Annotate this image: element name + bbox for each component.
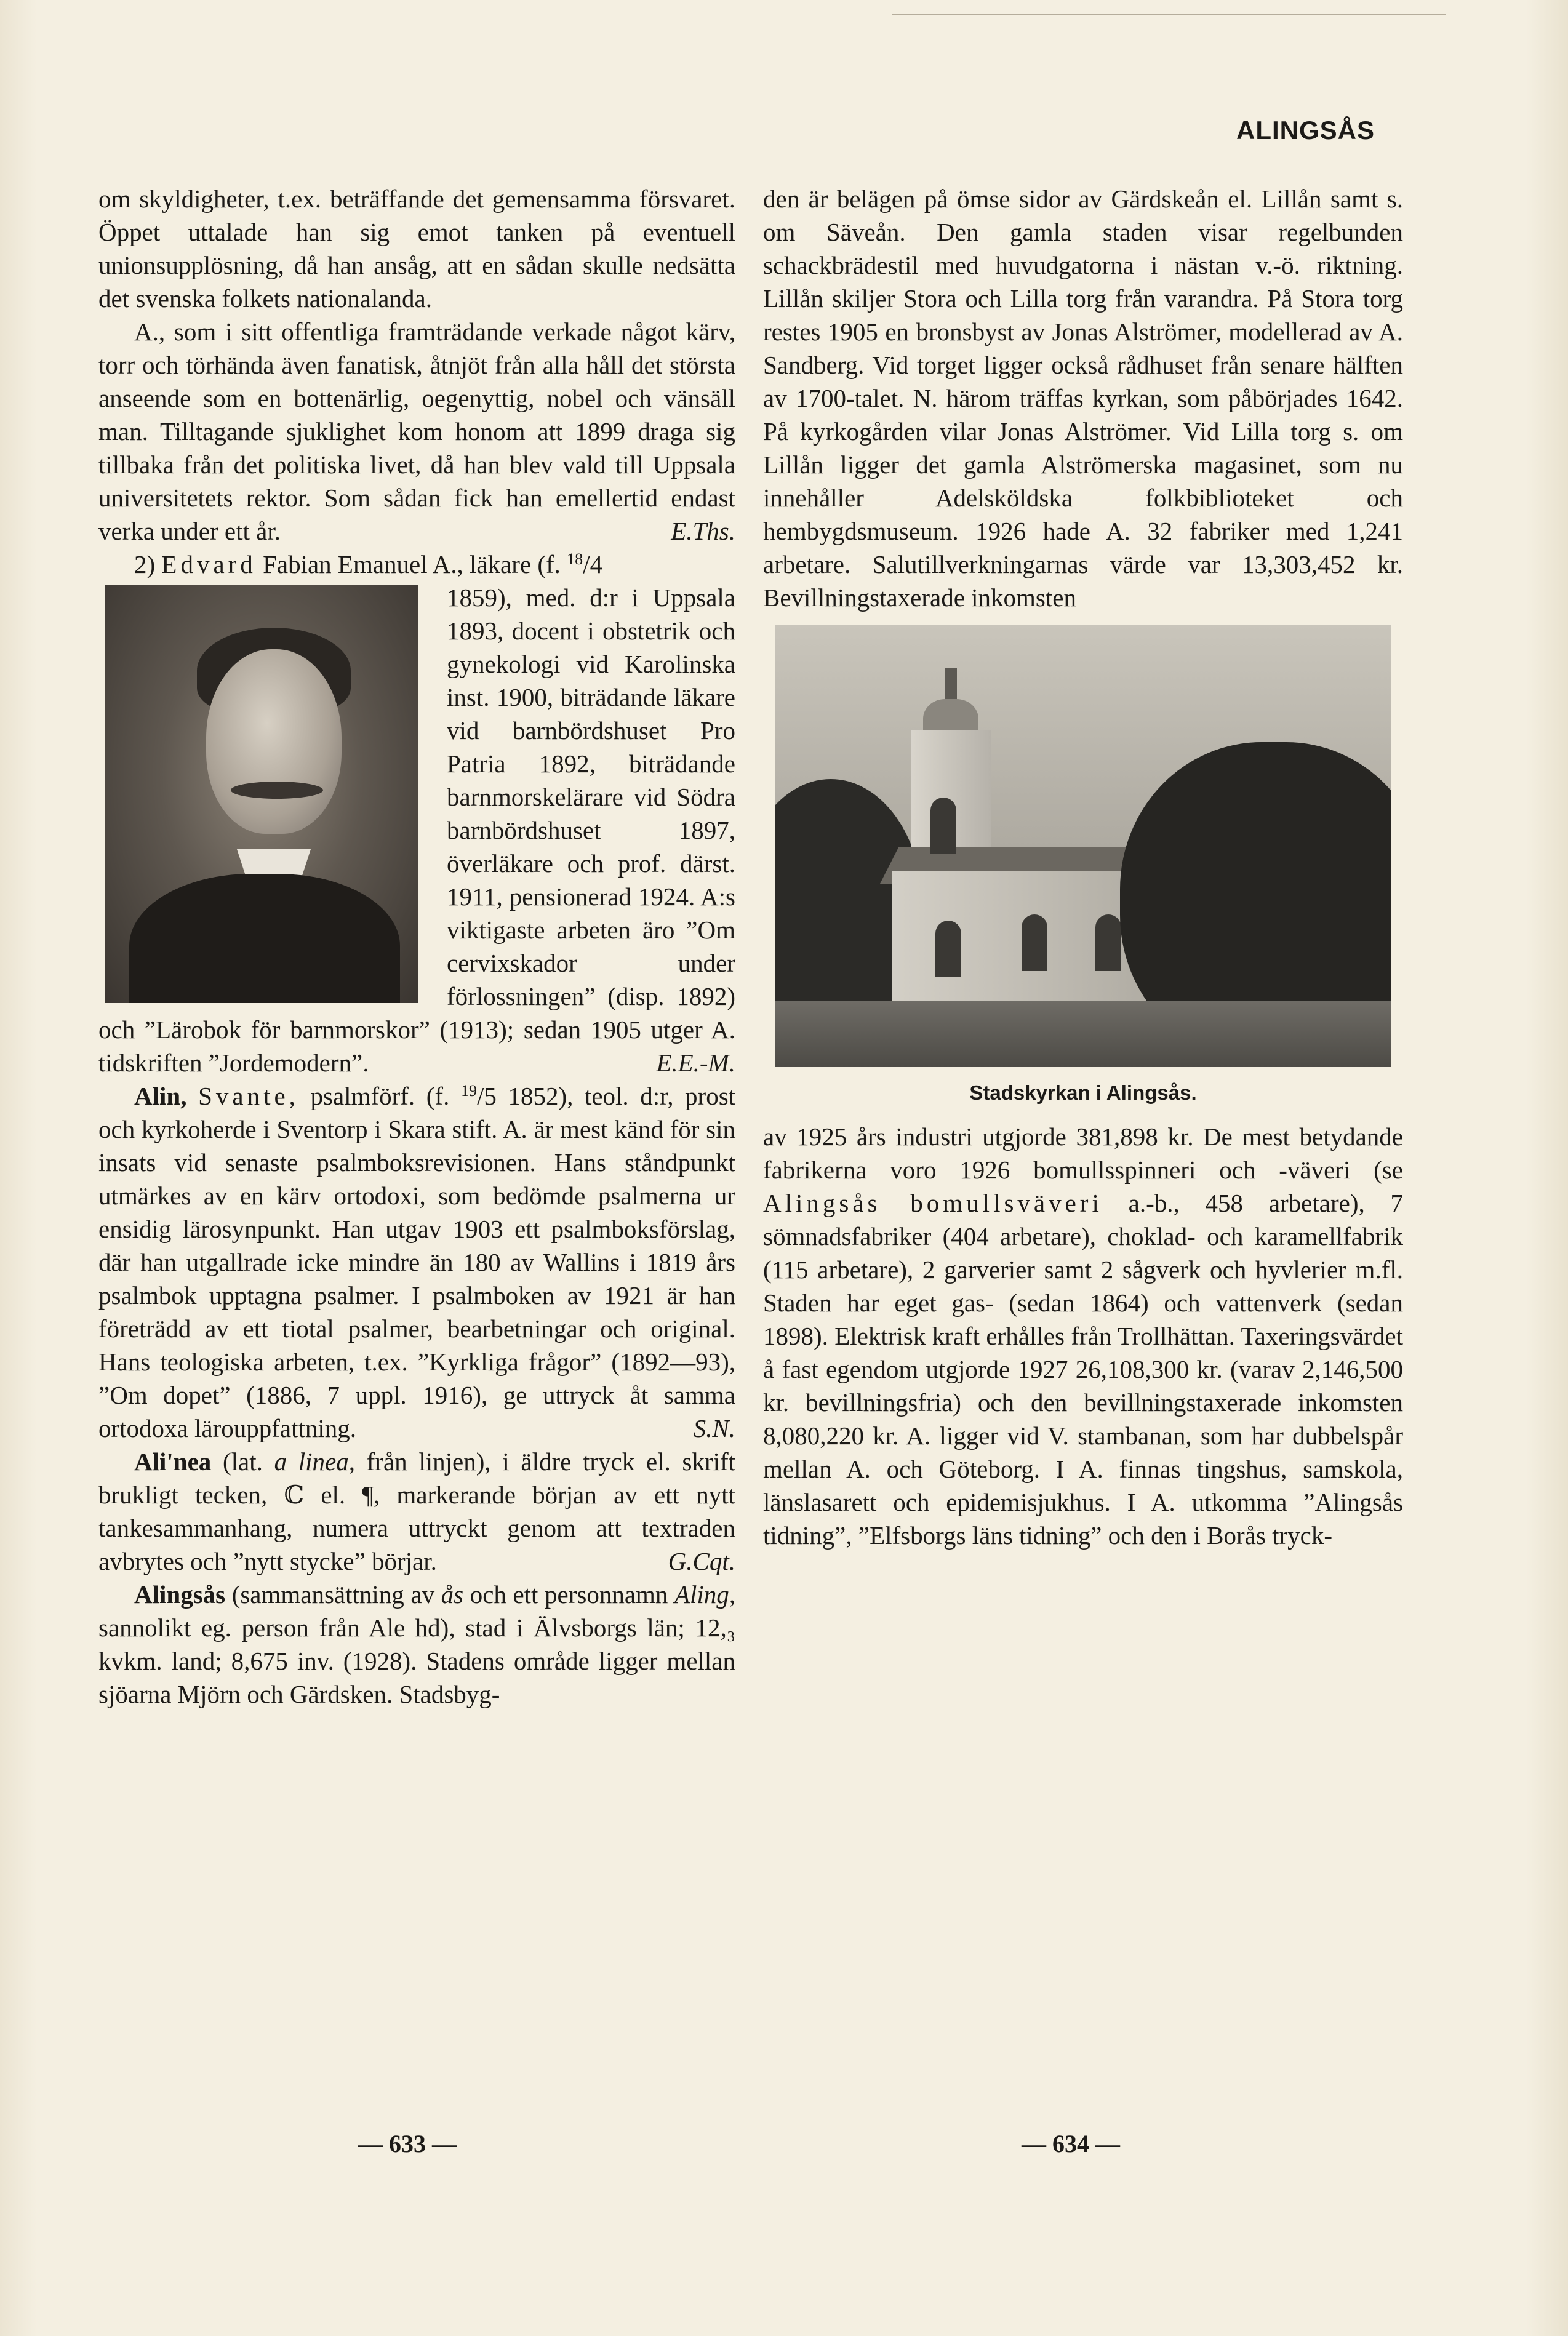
entry-text: och ett personnamn	[470, 1580, 668, 1609]
paragraph-text: a.-b., 458 arbetare), 7 sömnadsfabriker (404 arbetare), choklad- och karamellfabrik (115 arbetare), 2 garverier samt 2 sågverk och hyvlerier m.fl. Staden har eget gas- (sedan 1864) och vattenverk (sedan 1898). Elektrisk kraft erhålles från Trollhättan. Taxeringsvärdet å fast egendom utgjorde 1927 26,108,300 kr. (varav 2,146,500 kr. bevillningsfria) och den bevillningstaxerade inkomsten 8,080,220 kr. A. ligger vid V. stambanan, som har dubbelspår mellan A. och Göteborg. I A. finnas tingshus, samskola, länslasarett och epidemisjukhus. I A. utkomma ”Alingsås tidning”, ”Elfsborgs läns tidning” och den i Borås tryck-	[763, 1189, 1404, 1550]
running-head: ALINGSÅS	[1236, 116, 1375, 145]
entry-alin	[98, 1079, 735, 1445]
birth-month: /4	[583, 550, 603, 578]
entry-lead: psalmförf. (f.	[310, 1082, 450, 1110]
paragraph-continuation: om skyldigheter, t.ex. beträffande det gemensamma försvaret. Öppet uttalade han sig emot tanken på eventuell unionsupplösning, då han ansåg, att en sådan skulle nedsätta det svenska folkets nationalanda.	[98, 185, 735, 313]
etymology-term: ås	[441, 1580, 464, 1609]
left-column	[98, 182, 735, 1711]
entry-names: Fabian Emanuel A., läkare (f.	[263, 550, 561, 578]
paragraph-text: A., som i sitt offentliga framträdande verkade något kärv, torr och törhända även fanatisk, åtnjöt från alla håll det största anseende som en bottenärlig, oegenyttig, nobel och vänsäll man. Tilltagande sjuklighet kom honom att 1899 draga sig tillbaka från det politiska livet, då han blev vald till Uppsala universitetets rektor. Som sådan fick han emellertid endast verka under ett år.	[98, 318, 735, 545]
entry-headword: Alin,	[134, 1082, 187, 1110]
church-window	[930, 798, 956, 854]
portrait-mustache	[231, 782, 323, 799]
entry-first-name: Edvard	[161, 550, 257, 578]
paragraph-industry	[763, 1120, 1403, 1552]
header-rule	[892, 14, 1446, 15]
entry-headword: Ali'nea	[134, 1447, 212, 1476]
church-window	[1022, 914, 1047, 971]
photo-caption: Stadskyrkan i Alingsås.	[969, 1081, 1197, 1104]
entry-text: från linjen), i äldre tryck el. skrift brukligt tecken, ℂ el. ¶, markerande början av ett nytt tankesammanhang, numera uttryckt genom att textraden avbrytes och ”nytt stycke” börjar.	[98, 1447, 736, 1575]
entry-alinea	[98, 1445, 735, 1578]
portrait-face	[206, 649, 342, 834]
cross-reference: Alingsås bomullsväveri	[763, 1189, 1103, 1217]
birth-day: 18	[567, 550, 583, 568]
portrait-photo	[105, 585, 418, 1003]
photo-ground	[775, 1001, 1391, 1067]
author-signature: E.E.-M.	[656, 1049, 735, 1077]
birth-day: 19	[460, 1082, 477, 1100]
entry-text: sannolikt eg. person från Ale hd), stad i Älvsborgs län; 12,₃ kvkm. land; 8,675 inv. (1928). Stadens område ligger mellan sjöarna Mjörn och Gärdsken. Stadsbyg-	[98, 1614, 735, 1708]
entry-text: 1852), teol. d:r, prost och kyrkoherde i Sventorp i Skara stift. A. är mest känd för sin insats vid senaste psalmboksrevisionen. Hans ståndpunkt utmärkes av en kärv ortodoxi, som bedömde psalmerna ur ensidig lärosynpunkt. Han utgav 1903 ett psalmboksförslag, där han utgallrade icke mindre än 180 av Wallins i 1819 års psalmbok upptagna psalmer. I psalmboken av 1921 är han företrädd av ett tiotal psalmer, bearbetningar och original. Hans teologiska arbeten, t.ex. ”Kyrkliga frågor” (1892—93), ”Om dopet” (1886, 7 uppl. 1916), ge uttryck åt samma ortodoxa lärouppfattning.	[98, 1082, 736, 1442]
paragraph-text: av 1925 års industri utgjorde 381,898 kr. De mest betydande fabrikerna voro 1926 bomullsspinneri och -väveri (se	[763, 1122, 1403, 1184]
entry-alingsas	[98, 1578, 735, 1711]
church-photo	[775, 625, 1391, 1067]
entry-edvard	[98, 548, 735, 581]
entry-headword: Alingsås	[134, 1580, 226, 1609]
author-signature: E.Ths.	[671, 517, 735, 545]
entry-lead: (sammansättning av	[231, 1580, 435, 1609]
entry-first-name: Svante,	[198, 1082, 299, 1110]
birth-month: /5	[476, 1082, 497, 1110]
portrait-coat	[129, 874, 400, 1003]
paragraph-alin-politics	[98, 315, 735, 548]
entry-lead: (lat.	[222, 1447, 263, 1476]
page-number-left: — 633 —	[358, 2130, 457, 2158]
etymology-term: Aling,	[674, 1580, 736, 1609]
page-number-right: — 634 —	[1022, 2130, 1120, 2158]
paragraph-continuation: den är belägen på ömse sidor av Gärdskeån el. Lillån samt s. om Säveån. Den gamla staden visar regelbunden schackbrädestil med huvudgatorna i nästan v.-ö. riktning. Lillån skiljer Stora och Lilla torg från varandra. På Stora torg restes 1905 en bronsbyst av Jonas Alströmer, modellerad av A. Sandberg. Vid torget ligger också rådhuset från senare hälften av 1700-talet. N. härom träffas kyrkan, som påbörjades 1642. På kyrkogården vilar Jonas Alströmer. Vid Lilla torg s. om Lillån ligger det gamla Alströmerska magasinet, som nu innehåller Adelsköldska folkbiblioteket och hembygdsmuseum. 1926 hade A. 32 fabriker med 1,241 arbetare. Salutillverkningarnas värde var 13,303,452 kr. Bevillningstaxerade inkomsten	[763, 185, 1403, 612]
church-window	[1095, 914, 1121, 971]
entry-text: 1859), med. d:r i Uppsala 1893, docent i obstetrik och gynekologi vid Karolinska inst. 1900, biträdande läkare vid barnbördshuset Pro Patria 1892, biträdande barnmorskelärare vid Södra barnbördshuset 1897, överläkare och prof. därst. 1911, pensionerad 1924. A:s viktigaste arbeten äro ”Om cervixskador under förlossningen” (disp. 1892) och ”Lärobok för barnmorskor” (1913); sedan 1905 utger A. tidskriften ”Jordemodern”.	[98, 583, 735, 1077]
entry-number: 2)	[134, 550, 156, 578]
right-column	[763, 182, 1403, 1552]
church-window	[935, 921, 961, 977]
author-signature: S.N.	[693, 1414, 735, 1442]
latin-term: a linea,	[274, 1447, 355, 1476]
author-signature: G.Cqt.	[668, 1547, 735, 1575]
